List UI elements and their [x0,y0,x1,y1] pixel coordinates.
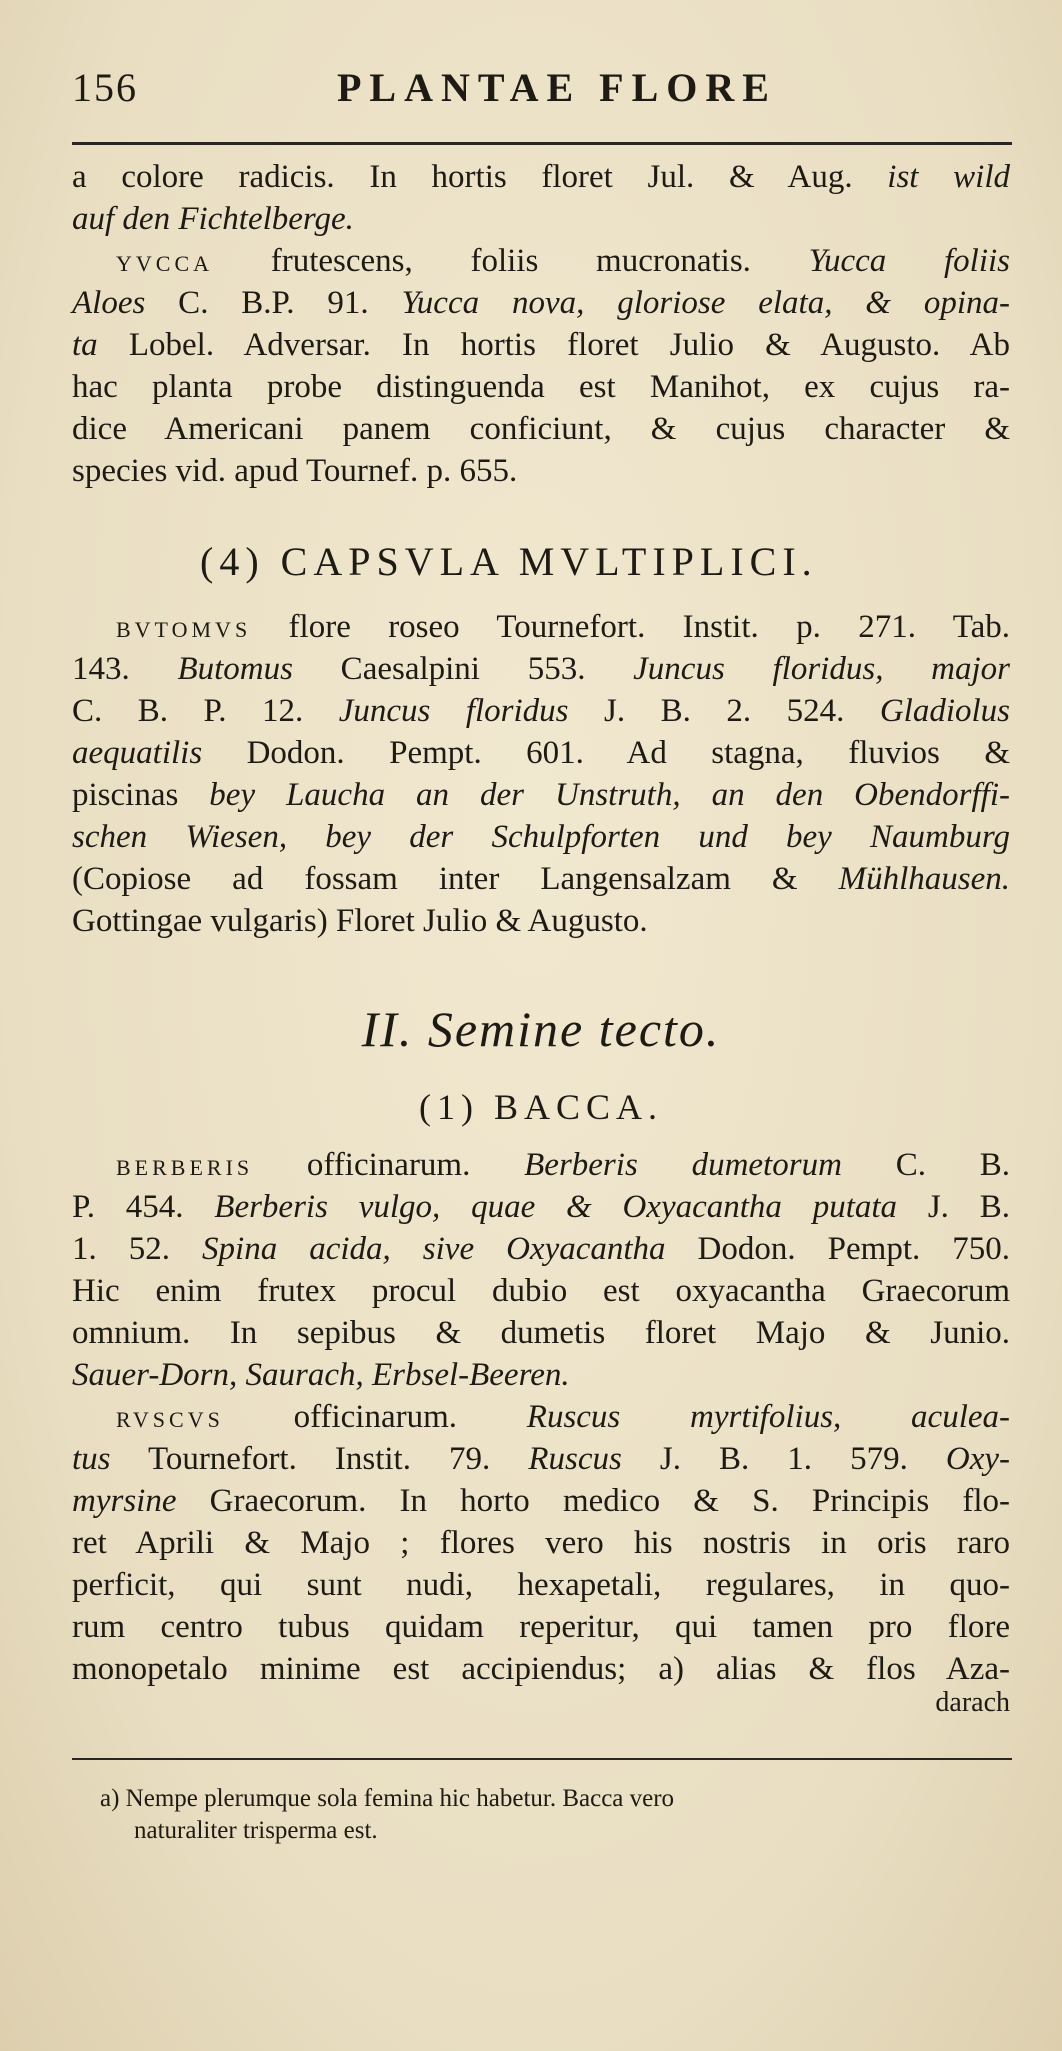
footnote-line: naturaliter trisperma est. [134,1817,378,1844]
text-line: schen Wiesen, bey der Schulpforten und bey Naumburg [72,819,1010,855]
text-line: 143. Butomus Caesalpini 553. Juncus floridus, major [72,651,1010,687]
page-number: 156 [72,65,138,110]
catchword: darach [935,1687,1010,1718]
entry-butomus: BVTOMVS flore roseo Tournefort. Instit. p. 271. Tab. [116,609,1010,645]
page-header [72,58,1010,118]
text-line: aequatilis Dodon. Pempt. 601. Ad stagna, fluvios & [72,735,1010,771]
text-line: auf den Fichtelberge. [72,201,354,237]
footnote-rule [72,1758,1012,1760]
text-line: species vid. apud Tournef. p. 655. [72,453,518,489]
text-line: ret Aprili & Majo ; flores vero his nostris in oris raro [72,1525,1010,1561]
text-line: perficit, qui sunt nudi, hexapetali, regulares, in quo- [72,1567,1010,1603]
entry-yucca: YVCCA frutescens, foliis mucronatis. Yucca foliis [116,243,1010,279]
text-line: ta Lobel. Adversar. In hortis floret Julio & Augusto. Ab [72,327,1010,363]
text-line: Aloes C. B.P. 91. Yucca nova, gloriose elata, & opina- [72,285,1010,321]
entry-ruscus: RVSCVS officinarum. Ruscus myrtifolius, aculea- [116,1399,1010,1435]
text-line: rum centro tubus quidam reperitur, qui tamen pro flore [72,1609,1010,1645]
text-line: 1. 52. Spina acida, sive Oxyacantha Dodon. Pempt. 750. [72,1231,1011,1267]
footnote-line: a) Nempe plerumque sola femina hic habetur. Bacca vero [100,1785,675,1812]
entry-berberis: BERBERIS officinarum. Berberis dumetorum C. B. [116,1147,1011,1183]
text-line: monopetalo minime est accipiendus; a) alias & flos Aza- [72,1651,1010,1687]
text-line: tus Tournefort. Instit. 79. Ruscus J. B. 1. 579. Oxy- [72,1441,1010,1477]
text-line: (Copiose ad fossam inter Langensalzam & Mühlhausen. [72,861,1010,897]
header-rule [72,142,1012,145]
running-head: PLANTAE FLORE [337,65,777,110]
text-line: myrsine Graecorum. In horto medico & S. Principis flo- [72,1483,1010,1519]
text-line: a colore radicis. In hortis floret Jul. & Aug. ist wild [72,159,1010,195]
text-line: dice Americani panem conficiunt, & cujus character & [72,411,1010,447]
text-line: Sauer-Dorn, Saurach, Erbsel-Beeren. [72,1357,570,1393]
text-line: omnium. In sepibus & dumetis floret Majo & Junio. [72,1315,1010,1351]
text-line: hac planta probe distinguenda est Manihot, ex cujus ra- [72,369,1010,405]
text-line: C. B. P. 12. Juncus floridus J. B. 2. 524. Gladiolus [72,693,1011,729]
text-line: P. 454. Berberis vulgo, quae & Oxyacantha putata J. B. [72,1189,1010,1225]
section-heading-capsula: (4) CAPSVLA MVLTIPLICI. [200,539,818,584]
text-line: Gottingae vulgaris) Floret Julio & Augusto. [72,903,648,939]
section-heading-semine-tecto: II. Semine tecto. [361,1001,721,1057]
text-line: Hic enim frutex procul dubio est oxyacantha Graecorum [72,1273,1010,1309]
section-heading-bacca: (1) BACCA. [418,1087,663,1127]
text-line: piscinas bey Laucha an der Unstruth, an den Obendorffi- [72,777,1010,813]
